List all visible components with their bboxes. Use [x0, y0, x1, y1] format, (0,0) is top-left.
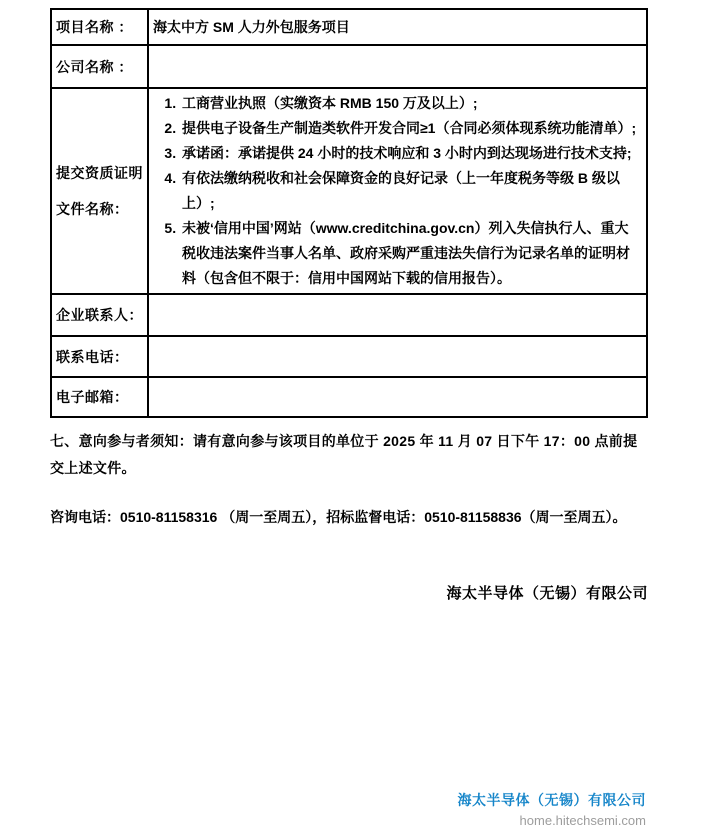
qualification-docs-cell	[148, 88, 647, 294]
company-signature: 海太半导体（无锡）有限公司	[446, 585, 648, 602]
phone-info: 咨询电话：0510-81158316 （周一至周五），招标监督电话：0510-81158836（周一至周五）。	[50, 509, 627, 525]
company-name-label: 公司名称 ：	[51, 45, 148, 88]
email-field	[148, 377, 647, 417]
footer-website-link[interactable]: home.hitechsemi.com	[519, 813, 646, 828]
qualification-item: 3. 承诺函：承诺提供 24 小时的技术响应和 3 小时内到达现场进行技术支持;	[180, 141, 642, 166]
contact-phone-field	[148, 336, 647, 377]
table-row	[51, 9, 647, 45]
contact-person-field	[148, 294, 647, 336]
footer-company-link[interactable]: 海太半导体（无锡）有限公司	[457, 792, 646, 808]
qualification-item: 2. 提供电子设备生产制造类软件开发合同≥1（合同必须体现系统功能清单）;	[180, 116, 642, 141]
qualification-docs-list	[153, 91, 642, 291]
table-row	[51, 294, 647, 336]
email-label: 电子邮箱：	[51, 377, 148, 417]
project-name-label: 项目名称 ：	[51, 9, 148, 45]
table-row	[51, 88, 647, 294]
company-name-field	[148, 45, 647, 88]
contact-phone-label: 联系电话：	[51, 336, 148, 377]
participant-notice: 七、意向参与者须知：请有意向参与该项目的单位于 2025 年 11 月 07 日下午 17：00 点前提交上述文件。	[50, 433, 638, 476]
page-footer	[458, 790, 647, 828]
table-row	[51, 45, 647, 88]
project-form-table	[50, 8, 648, 418]
qualification-item: 1. 工商营业执照（实缴资本 RMB 150 万及以上）;	[180, 91, 642, 116]
qualification-docs-label-line2: 文件名称：	[56, 200, 129, 217]
qualification-item: 4. 有依法缴纳税收和社会保障资金的良好记录（上一年度税务等级 B 级以上）;	[180, 166, 642, 216]
table-row	[51, 336, 647, 377]
qualification-docs-label	[51, 88, 148, 294]
project-name-value: 海太中方 SM 人力外包服务项目	[148, 9, 647, 45]
qualification-item: 5. 未被‘信用中国’网站（www.creditchina.gov.cn）列入失信执行人、重大税收违法案件当事人名单、政府采购严重违法失信行为记录名单的证明材料（包含但不限于：信用中国网站下载的信用报告）。	[180, 216, 642, 291]
qualification-docs-label-line1: 提交资质证明	[56, 164, 143, 181]
table-row	[51, 377, 647, 417]
contact-person-label: 企业联系人：	[51, 294, 148, 336]
